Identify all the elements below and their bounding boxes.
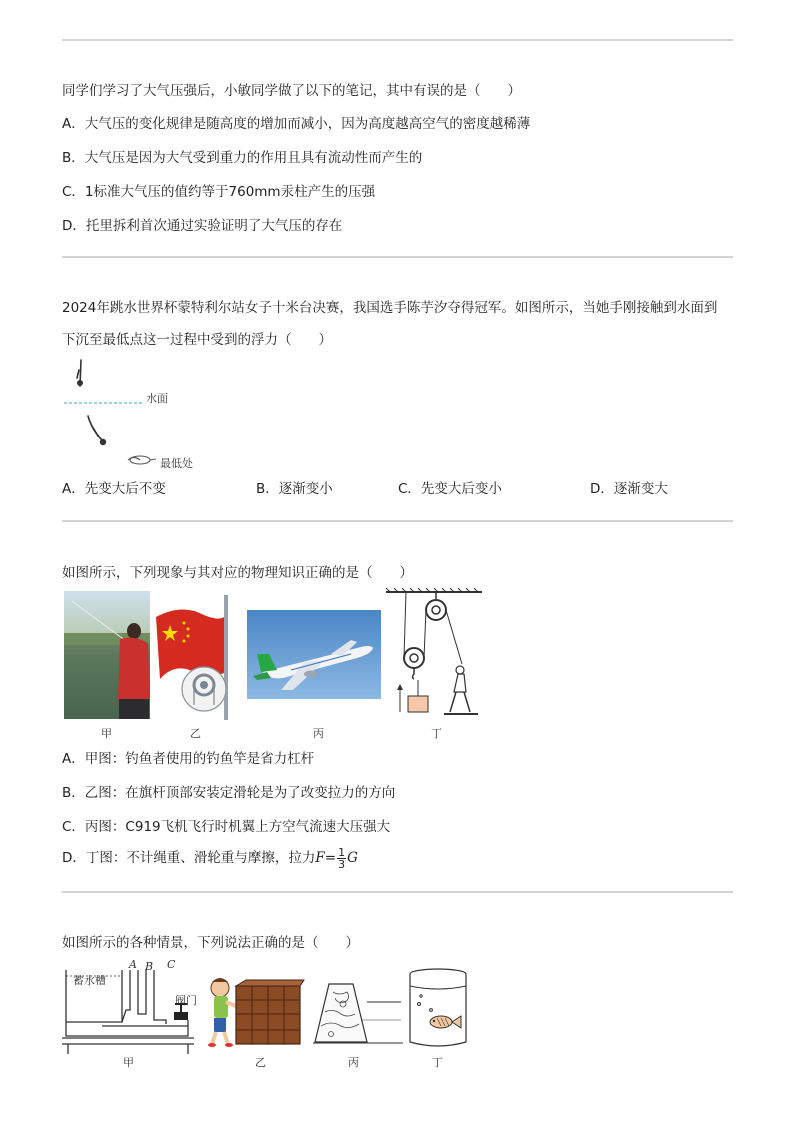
q1-option-c: C．1标准大气压的值约等于760mm汞柱产生的压强	[62, 184, 376, 200]
q4-valve-label: 阀门	[175, 994, 197, 1007]
q1-option-b: B．大气压是因为大气受到重力的作用且具有流动性而产生的	[62, 150, 423, 166]
q4-caption-ding: 丁	[432, 1056, 443, 1069]
q3-option-d-eq: =	[324, 850, 337, 866]
q1-stem: 同学们学习了大气压强后，小敏同学做了以下的笔记，其中有误的是（ ）	[62, 83, 521, 99]
q3-caption-bing: 丙	[313, 727, 324, 740]
q3-option-a: A．甲图：钓鱼者使用的钓鱼竿是省力杠杆	[62, 751, 315, 767]
q3-option-d	[62, 843, 358, 873]
separator-q2-q3	[62, 520, 733, 522]
q4-label-c: C	[167, 958, 176, 971]
separator-q1-q2	[62, 256, 733, 258]
q4-caption-bing: 丙	[348, 1056, 359, 1069]
q3-option-d-prefix: D．丁图：不计绳重、滑轮重与摩擦，拉力	[62, 850, 316, 866]
q4-caption-jia: 甲	[123, 1056, 134, 1069]
q3-stem: 如图所示，下列现象与其对应的物理知识正确的是（ ）	[62, 565, 413, 581]
q3-fishing-photo	[64, 591, 150, 719]
separator-q3-q4	[62, 891, 733, 893]
q3-option-d-fraction	[337, 847, 346, 870]
q4-tank-label: 蓄水槽	[73, 974, 106, 987]
q3-option-c: C．丙图：C919飞机飞行时机翼上方空气流速大压强大	[62, 819, 391, 835]
q3-option-d-var-f: F	[315, 850, 325, 866]
q3-option-d-numerator: 1	[338, 845, 346, 859]
separator-top	[62, 39, 733, 41]
q3-caption-ding: 丁	[431, 727, 442, 740]
q3-flag-pulley-photo	[152, 593, 237, 720]
q4-label-b: B	[145, 960, 154, 973]
q2-option-d: D．逐渐变大	[590, 481, 668, 497]
q4-dam-diagram	[313, 982, 403, 1044]
q1-option-a: A．大气压的变化规律是随高度的增加而减小，因为高度越高空气的密度越稀薄	[62, 116, 531, 132]
q3-caption-yi: 乙	[190, 727, 201, 740]
q3-option-d-var-g: G	[347, 850, 358, 866]
q2-stem-line2: 下沉至最低点这一过程中受到的浮力（ ）	[62, 332, 332, 348]
q2-option-a: A．先变大后不变	[62, 481, 166, 497]
q3-aircraft-photo	[247, 610, 381, 699]
q4-boy-pushing-box	[206, 976, 304, 1048]
q4-caption-yi: 乙	[255, 1056, 266, 1069]
q1-option-d: D．托里拆利首次通过实验证明了大气压的存在	[62, 218, 343, 234]
q4-stem: 如图所示的各种情景，下列说法正确的是（ ）	[62, 935, 359, 951]
q2-water-surface-label: 水面	[146, 392, 168, 405]
q2-option-c: C．先变大后变小	[398, 481, 502, 497]
q2-lowest-point-label: 最低处	[160, 457, 193, 470]
q2-diver-figure	[62, 356, 202, 471]
q3-caption-jia: 甲	[101, 727, 112, 740]
q2-option-b: B．逐渐变小	[256, 481, 333, 497]
q3-option-b: B．乙图：在旗杆顶部安装定滑轮是为了改变拉力的方向	[62, 785, 396, 801]
q4-label-a: A	[129, 958, 137, 971]
q3-option-d-denominator: 3	[338, 857, 346, 871]
q2-stem-line1: 2024年跳水世界杯蒙特利尔站女子十米台决赛，我国选手陈芋汐夺得冠军。如图所示，当她手刚接触到水面到	[62, 300, 718, 316]
q3-pulley-system-diagram	[384, 588, 484, 723]
q4-fish-tank-diagram	[407, 966, 469, 1050]
